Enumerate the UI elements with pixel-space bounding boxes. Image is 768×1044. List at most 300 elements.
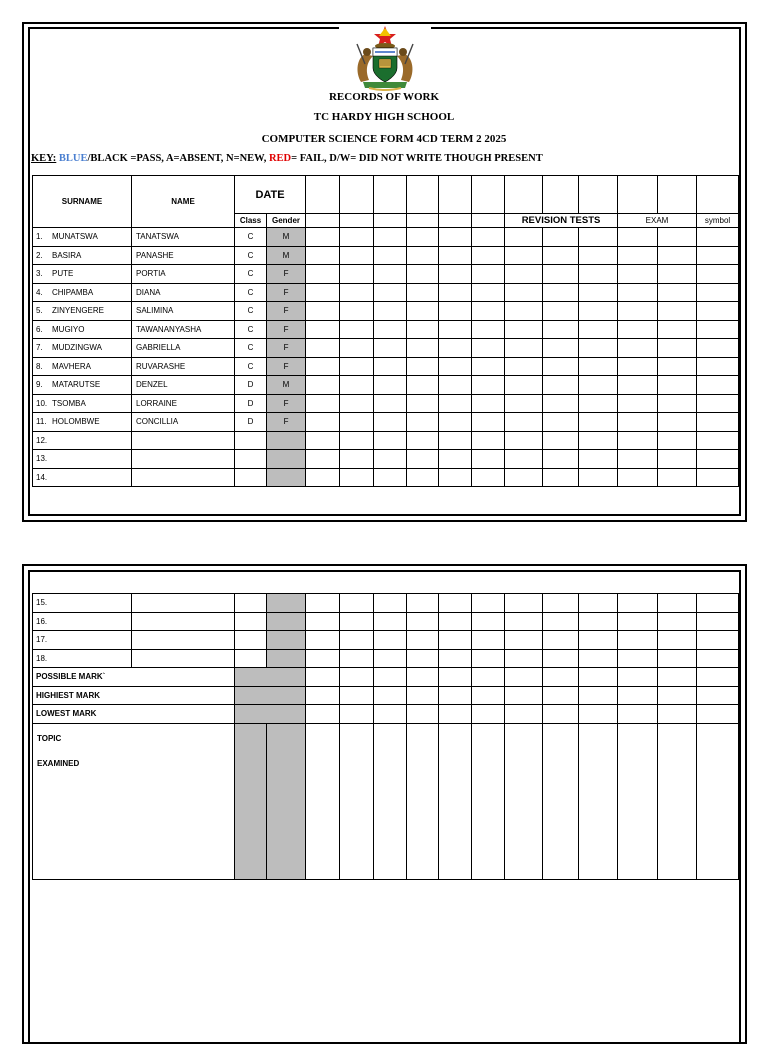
- grid-cell[interactable]: [543, 612, 579, 631]
- grid-cell[interactable]: [472, 649, 505, 668]
- student-surname-cell[interactable]: [33, 320, 132, 339]
- grid-cell[interactable]: [658, 228, 697, 247]
- grid-cell[interactable]: [306, 376, 340, 395]
- grid-cell[interactable]: [697, 612, 739, 631]
- student-surname-cell[interactable]: [33, 302, 132, 321]
- grid-cell[interactable]: [374, 176, 407, 214]
- grid-cell[interactable]: [439, 413, 472, 432]
- grid-cell[interactable]: [439, 431, 472, 450]
- grid-cell[interactable]: [618, 302, 658, 321]
- student-class[interactable]: [235, 612, 267, 631]
- grid-cell[interactable]: [306, 302, 340, 321]
- grid-cell[interactable]: [439, 612, 472, 631]
- grid-cell[interactable]: [697, 686, 739, 705]
- grid-cell[interactable]: [658, 631, 697, 650]
- grid-cell[interactable]: [579, 413, 618, 432]
- grid-cell[interactable]: [374, 376, 407, 395]
- grid-cell[interactable]: [697, 431, 739, 450]
- grid-cell[interactable]: [374, 612, 407, 631]
- grid-cell[interactable]: [374, 339, 407, 358]
- grid-cell[interactable]: [618, 320, 658, 339]
- student-name[interactable]: CONCILLIA: [132, 413, 235, 432]
- grid-cell[interactable]: [439, 228, 472, 247]
- grid-cell[interactable]: [658, 376, 697, 395]
- grid-cell[interactable]: [543, 450, 579, 469]
- grid-cell[interactable]: [505, 649, 543, 668]
- grid-cell[interactable]: [407, 612, 439, 631]
- grid-cell[interactable]: [340, 450, 374, 469]
- student-surname-cell[interactable]: [33, 394, 132, 413]
- grid-cell[interactable]: [579, 612, 618, 631]
- student-gender[interactable]: [267, 631, 306, 650]
- grid-cell[interactable]: [697, 265, 739, 284]
- row-number[interactable]: 17.: [33, 631, 132, 650]
- grid-cell[interactable]: [579, 339, 618, 358]
- grid-cell[interactable]: [306, 176, 340, 214]
- grid-cell[interactable]: [340, 431, 374, 450]
- grid-cell[interactable]: [579, 394, 618, 413]
- grid-cell[interactable]: [697, 376, 739, 395]
- grid-cell[interactable]: [579, 320, 618, 339]
- student-name[interactable]: LORRAINE: [132, 394, 235, 413]
- student-gender[interactable]: [267, 649, 306, 668]
- grid-cell[interactable]: [439, 450, 472, 469]
- grid-cell[interactable]: [505, 394, 543, 413]
- grid-cell[interactable]: [439, 283, 472, 302]
- student-class[interactable]: [235, 431, 267, 450]
- grid-cell[interactable]: [658, 649, 697, 668]
- grid-cell[interactable]: [340, 176, 374, 214]
- grid-cell[interactable]: [697, 668, 739, 687]
- grid-cell[interactable]: [618, 357, 658, 376]
- grid-cell[interactable]: [472, 265, 505, 284]
- grid-cell[interactable]: [658, 246, 697, 265]
- grid-cell[interactable]: [579, 376, 618, 395]
- grid-cell[interactable]: [543, 723, 579, 879]
- grid-cell[interactable]: [374, 668, 407, 687]
- student-gender[interactable]: [267, 594, 306, 613]
- grid-cell[interactable]: [306, 246, 340, 265]
- grid-cell[interactable]: [306, 631, 340, 650]
- grid-cell[interactable]: [505, 431, 543, 450]
- row-number[interactable]: 18.: [33, 649, 132, 668]
- grid-cell[interactable]: [407, 228, 439, 247]
- student-surname-cell[interactable]: [33, 265, 132, 284]
- grid-cell[interactable]: [374, 302, 407, 321]
- grid-cell[interactable]: [439, 631, 472, 650]
- grid-cell[interactable]: [658, 723, 697, 879]
- grid-cell[interactable]: [543, 631, 579, 650]
- student-name[interactable]: SALIMINA: [132, 302, 235, 321]
- grid-cell[interactable]: [505, 176, 543, 214]
- grid-cell[interactable]: [306, 320, 340, 339]
- student-surname-cell[interactable]: [33, 228, 132, 247]
- grid-cell[interactable]: [505, 413, 543, 432]
- student-name[interactable]: [132, 468, 235, 487]
- student-surname-cell[interactable]: [33, 246, 132, 265]
- student-surname-cell[interactable]: [33, 431, 132, 450]
- grid-cell[interactable]: [579, 450, 618, 469]
- student-name[interactable]: [132, 594, 235, 613]
- student-gender[interactable]: F: [267, 283, 306, 302]
- grid-cell[interactable]: [697, 468, 739, 487]
- grid-cell[interactable]: [472, 450, 505, 469]
- grid-cell[interactable]: [306, 468, 340, 487]
- student-gender[interactable]: F: [267, 394, 306, 413]
- grid-cell[interactable]: [439, 668, 472, 687]
- grid-cell[interactable]: [439, 723, 472, 879]
- grid-cell[interactable]: [340, 376, 374, 395]
- grid-cell[interactable]: [472, 283, 505, 302]
- grid-cell[interactable]: [340, 686, 374, 705]
- grid-cell[interactable]: [306, 339, 340, 358]
- grid-cell[interactable]: [306, 723, 340, 879]
- student-class[interactable]: [235, 649, 267, 668]
- grid-cell[interactable]: [618, 612, 658, 631]
- grid-cell[interactable]: [340, 468, 374, 487]
- grid-cell[interactable]: [505, 631, 543, 650]
- student-class[interactable]: C: [235, 228, 267, 247]
- student-gender[interactable]: [267, 450, 306, 469]
- grid-cell[interactable]: [658, 320, 697, 339]
- grid-cell[interactable]: [374, 283, 407, 302]
- grid-cell[interactable]: [472, 723, 505, 879]
- grid-cell[interactable]: [439, 320, 472, 339]
- grid-cell[interactable]: [407, 594, 439, 613]
- grid-cell[interactable]: [543, 431, 579, 450]
- student-class[interactable]: D: [235, 413, 267, 432]
- grid-cell[interactable]: [407, 283, 439, 302]
- grid-cell[interactable]: [439, 686, 472, 705]
- student-class[interactable]: C: [235, 265, 267, 284]
- student-gender[interactable]: F: [267, 302, 306, 321]
- grid-cell[interactable]: [340, 413, 374, 432]
- grid-cell[interactable]: [340, 339, 374, 358]
- grid-cell[interactable]: [374, 228, 407, 247]
- student-gender[interactable]: F: [267, 265, 306, 284]
- student-gender[interactable]: F: [267, 413, 306, 432]
- grid-cell[interactable]: [697, 339, 739, 358]
- student-name[interactable]: [132, 612, 235, 631]
- student-name[interactable]: DENZEL: [132, 376, 235, 395]
- grid-cell[interactable]: [439, 594, 472, 613]
- grid-cell[interactable]: [407, 376, 439, 395]
- grid-cell[interactable]: [543, 668, 579, 687]
- grid-cell[interactable]: [374, 214, 407, 228]
- grid-cell[interactable]: [306, 394, 340, 413]
- row-number[interactable]: 15.: [33, 594, 132, 613]
- grid-cell[interactable]: [658, 413, 697, 432]
- grid-cell[interactable]: [374, 394, 407, 413]
- grid-cell[interactable]: [407, 394, 439, 413]
- grid-cell[interactable]: [306, 413, 340, 432]
- grid-cell[interactable]: [543, 686, 579, 705]
- grid-cell[interactable]: [697, 649, 739, 668]
- grid-cell[interactable]: [543, 228, 579, 247]
- grid-cell[interactable]: [306, 686, 340, 705]
- grid-cell[interactable]: [472, 612, 505, 631]
- grid-cell[interactable]: [472, 357, 505, 376]
- grid-cell[interactable]: [407, 246, 439, 265]
- grid-cell[interactable]: [306, 431, 340, 450]
- grid-cell[interactable]: [340, 594, 374, 613]
- student-name[interactable]: [132, 450, 235, 469]
- grid-cell[interactable]: [658, 686, 697, 705]
- student-class[interactable]: C: [235, 283, 267, 302]
- grid-cell[interactable]: [505, 376, 543, 395]
- grid-cell[interactable]: [697, 246, 739, 265]
- grid-cell[interactable]: [374, 431, 407, 450]
- grid-cell[interactable]: [374, 357, 407, 376]
- grid-cell[interactable]: [340, 394, 374, 413]
- grid-cell[interactable]: [579, 283, 618, 302]
- grid-cell[interactable]: [407, 413, 439, 432]
- grid-cell[interactable]: [306, 705, 340, 724]
- grid-cell[interactable]: [306, 228, 340, 247]
- student-surname-cell[interactable]: [33, 339, 132, 358]
- grid-cell[interactable]: [579, 594, 618, 613]
- grid-cell[interactable]: [439, 468, 472, 487]
- grid-cell[interactable]: [658, 265, 697, 284]
- grid-cell[interactable]: [579, 246, 618, 265]
- grid-cell[interactable]: [618, 468, 658, 487]
- student-class[interactable]: C: [235, 302, 267, 321]
- grid-cell[interactable]: [505, 450, 543, 469]
- grid-cell[interactable]: [472, 631, 505, 650]
- grid-cell[interactable]: [374, 468, 407, 487]
- grid-cell[interactable]: [306, 283, 340, 302]
- grid-cell[interactable]: [505, 265, 543, 284]
- grid-cell[interactable]: [543, 705, 579, 724]
- grid-cell[interactable]: [374, 265, 407, 284]
- grid-cell[interactable]: [618, 723, 658, 879]
- grid-cell[interactable]: [658, 705, 697, 724]
- grid-cell[interactable]: [439, 649, 472, 668]
- student-name[interactable]: PORTIA: [132, 265, 235, 284]
- grid-cell[interactable]: [374, 413, 407, 432]
- grid-cell[interactable]: [543, 413, 579, 432]
- grid-cell[interactable]: [579, 302, 618, 321]
- grid-cell[interactable]: [407, 468, 439, 487]
- grid-cell[interactable]: [618, 705, 658, 724]
- grid-cell[interactable]: [407, 631, 439, 650]
- student-name[interactable]: TAWANANYASHA: [132, 320, 235, 339]
- grid-cell[interactable]: [618, 450, 658, 469]
- grid-cell[interactable]: [543, 394, 579, 413]
- grid-cell[interactable]: [472, 376, 505, 395]
- grid-cell[interactable]: [439, 376, 472, 395]
- grid-cell[interactable]: [505, 339, 543, 358]
- student-gender[interactable]: M: [267, 246, 306, 265]
- student-name[interactable]: DIANA: [132, 283, 235, 302]
- grid-cell[interactable]: [439, 357, 472, 376]
- grid-cell[interactable]: [505, 302, 543, 321]
- grid-cell[interactable]: [618, 246, 658, 265]
- grid-cell[interactable]: [579, 668, 618, 687]
- student-surname-cell[interactable]: [33, 468, 132, 487]
- grid-cell[interactable]: [658, 468, 697, 487]
- grid-cell[interactable]: [505, 283, 543, 302]
- grid-cell[interactable]: [374, 631, 407, 650]
- grid-cell[interactable]: [697, 394, 739, 413]
- grid-cell[interactable]: [340, 228, 374, 247]
- grid-cell[interactable]: [697, 631, 739, 650]
- grid-cell[interactable]: [697, 413, 739, 432]
- student-class[interactable]: D: [235, 376, 267, 395]
- grid-cell[interactable]: [579, 723, 618, 879]
- grid-cell[interactable]: [658, 431, 697, 450]
- grid-cell[interactable]: [439, 265, 472, 284]
- grid-cell[interactable]: [340, 283, 374, 302]
- student-name[interactable]: [132, 649, 235, 668]
- student-name[interactable]: GABRIELLA: [132, 339, 235, 358]
- grid-cell[interactable]: [505, 686, 543, 705]
- grid-cell[interactable]: [658, 668, 697, 687]
- grid-cell[interactable]: [618, 339, 658, 358]
- grid-cell[interactable]: [618, 228, 658, 247]
- grid-cell[interactable]: [543, 594, 579, 613]
- grid-cell[interactable]: [407, 450, 439, 469]
- grid-cell[interactable]: [306, 649, 340, 668]
- grid-cell[interactable]: [543, 376, 579, 395]
- grid-cell[interactable]: [472, 176, 505, 214]
- grid-cell[interactable]: [407, 302, 439, 321]
- grid-cell[interactable]: [658, 302, 697, 321]
- grid-cell[interactable]: [505, 228, 543, 247]
- grid-cell[interactable]: [407, 357, 439, 376]
- row-number[interactable]: 16.: [33, 612, 132, 631]
- grid-cell[interactable]: [618, 265, 658, 284]
- grid-cell[interactable]: [697, 302, 739, 321]
- grid-cell[interactable]: [374, 594, 407, 613]
- grid-cell[interactable]: [407, 705, 439, 724]
- student-gender[interactable]: [267, 612, 306, 631]
- grid-cell[interactable]: [579, 357, 618, 376]
- grid-cell[interactable]: [658, 339, 697, 358]
- grid-cell[interactable]: [407, 649, 439, 668]
- student-gender[interactable]: [267, 468, 306, 487]
- grid-cell[interactable]: [618, 631, 658, 650]
- grid-cell[interactable]: [340, 631, 374, 650]
- grid-cell[interactable]: [306, 668, 340, 687]
- grid-cell[interactable]: [472, 468, 505, 487]
- student-class[interactable]: C: [235, 339, 267, 358]
- grid-cell[interactable]: [543, 176, 579, 214]
- grid-cell[interactable]: [472, 302, 505, 321]
- student-class[interactable]: D: [235, 394, 267, 413]
- grid-cell[interactable]: [618, 594, 658, 613]
- grid-cell[interactable]: [472, 594, 505, 613]
- grid-cell[interactable]: [543, 302, 579, 321]
- grid-cell[interactable]: [579, 176, 618, 214]
- grid-cell[interactable]: [697, 594, 739, 613]
- grid-cell[interactable]: [374, 450, 407, 469]
- grid-cell[interactable]: [472, 214, 505, 228]
- grid-cell[interactable]: [340, 612, 374, 631]
- grid-cell[interactable]: [340, 723, 374, 879]
- grid-cell[interactable]: [697, 320, 739, 339]
- grid-cell[interactable]: [658, 594, 697, 613]
- grid-cell[interactable]: [340, 214, 374, 228]
- grid-cell[interactable]: [472, 320, 505, 339]
- grid-cell[interactable]: [340, 302, 374, 321]
- grid-cell[interactable]: [306, 612, 340, 631]
- grid-cell[interactable]: [472, 339, 505, 358]
- student-class[interactable]: C: [235, 246, 267, 265]
- grid-cell[interactable]: [697, 176, 739, 214]
- grid-cell[interactable]: [439, 339, 472, 358]
- grid-cell[interactable]: [407, 265, 439, 284]
- grid-cell[interactable]: [505, 357, 543, 376]
- grid-cell[interactable]: [618, 686, 658, 705]
- grid-cell[interactable]: [505, 320, 543, 339]
- grid-cell[interactable]: [407, 668, 439, 687]
- student-gender[interactable]: F: [267, 320, 306, 339]
- student-gender[interactable]: [267, 431, 306, 450]
- student-class[interactable]: [235, 594, 267, 613]
- student-name[interactable]: RUVARASHE: [132, 357, 235, 376]
- student-name[interactable]: TANATSWA: [132, 228, 235, 247]
- student-class[interactable]: [235, 631, 267, 650]
- grid-cell[interactable]: [439, 705, 472, 724]
- grid-cell[interactable]: [658, 394, 697, 413]
- grid-cell[interactable]: [579, 265, 618, 284]
- grid-cell[interactable]: [439, 176, 472, 214]
- grid-cell[interactable]: [505, 705, 543, 724]
- grid-cell[interactable]: [543, 283, 579, 302]
- grid-cell[interactable]: [472, 246, 505, 265]
- grid-cell[interactable]: [505, 468, 543, 487]
- grid-cell[interactable]: [543, 265, 579, 284]
- grid-cell[interactable]: [579, 686, 618, 705]
- grid-cell[interactable]: [472, 668, 505, 687]
- grid-cell[interactable]: [658, 283, 697, 302]
- grid-cell[interactable]: [505, 723, 543, 879]
- student-gender[interactable]: M: [267, 228, 306, 247]
- grid-cell[interactable]: [543, 468, 579, 487]
- grid-cell[interactable]: [658, 176, 697, 214]
- grid-cell[interactable]: [407, 176, 439, 214]
- grid-cell[interactable]: [505, 594, 543, 613]
- grid-cell[interactable]: [697, 705, 739, 724]
- grid-cell[interactable]: [618, 394, 658, 413]
- grid-cell[interactable]: [579, 705, 618, 724]
- grid-cell[interactable]: [658, 357, 697, 376]
- grid-cell[interactable]: [439, 214, 472, 228]
- grid-cell[interactable]: [579, 431, 618, 450]
- grid-cell[interactable]: [374, 723, 407, 879]
- student-class[interactable]: [235, 450, 267, 469]
- grid-cell[interactable]: [439, 302, 472, 321]
- grid-cell[interactable]: [697, 450, 739, 469]
- grid-cell[interactable]: [579, 228, 618, 247]
- student-gender[interactable]: F: [267, 339, 306, 358]
- student-gender[interactable]: F: [267, 357, 306, 376]
- grid-cell[interactable]: [505, 612, 543, 631]
- grid-cell[interactable]: [407, 431, 439, 450]
- grid-cell[interactable]: [374, 705, 407, 724]
- grid-cell[interactable]: [618, 431, 658, 450]
- grid-cell[interactable]: [697, 228, 739, 247]
- grid-cell[interactable]: [618, 649, 658, 668]
- grid-cell[interactable]: [472, 686, 505, 705]
- grid-cell[interactable]: [439, 394, 472, 413]
- grid-cell[interactable]: [306, 265, 340, 284]
- grid-cell[interactable]: [407, 686, 439, 705]
- grid-cell[interactable]: [407, 214, 439, 228]
- grid-cell[interactable]: [618, 176, 658, 214]
- grid-cell[interactable]: [340, 649, 374, 668]
